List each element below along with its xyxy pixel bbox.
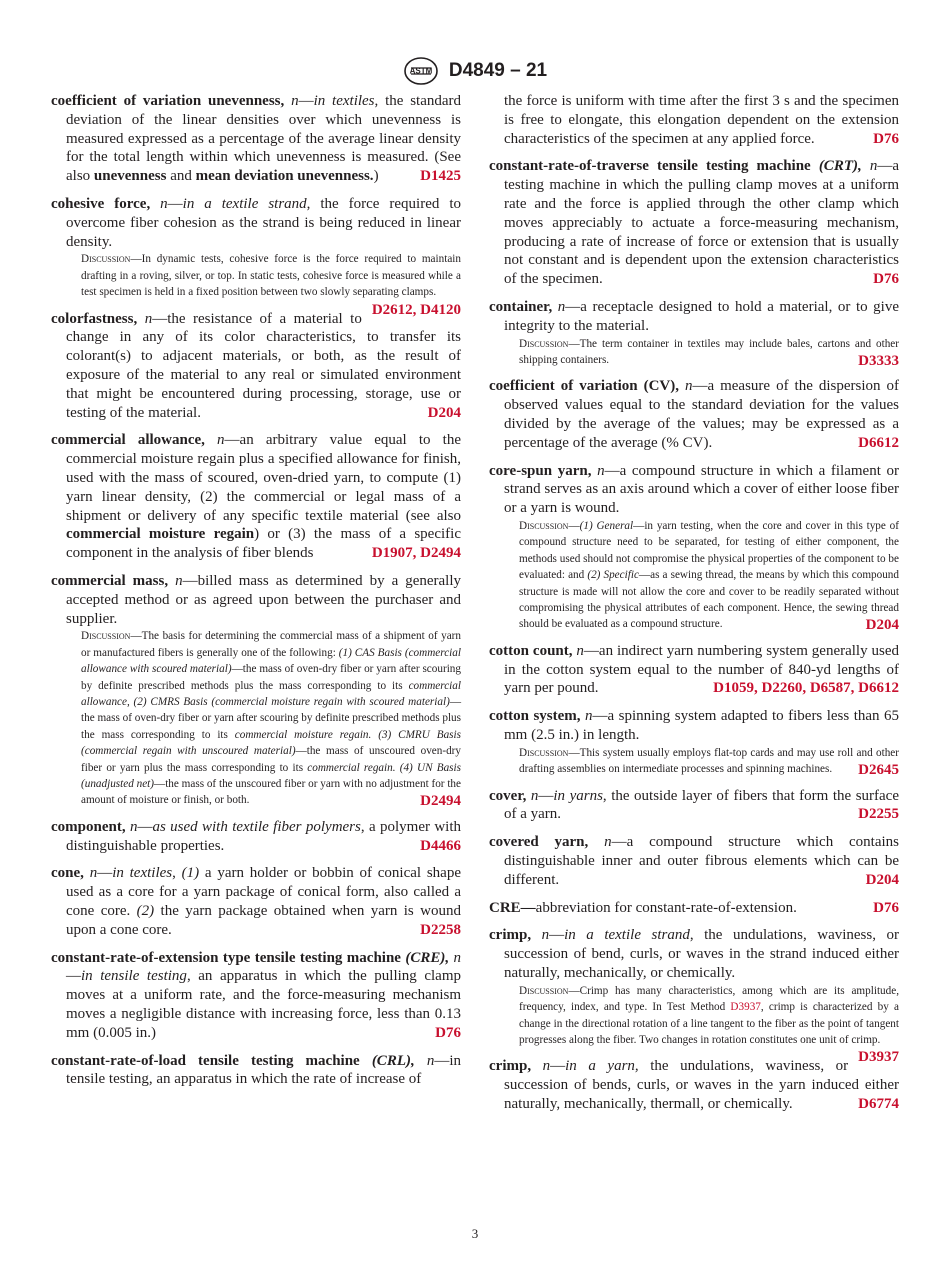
reference-links[interactable]: D76 <box>873 130 899 147</box>
discussion: Discussion—In dynamic tests, cohesive force is the force required to maintain drafting in a roving, silver, or top. In static tests, cohesive force is measured while a test specimen is held in a fixed position between two slowly separating clamps. D2612, D4120 <box>81 253 461 318</box>
reference-links[interactable]: D1907, D2494 <box>371 545 461 562</box>
discussion: Discussion—The basis for determining the commercial mass of a shipment of yarn or manufactured fibers is generally one of the following: (1) CAS Basis (commercial allowance with scoured material)—the mass of oven-dry fiber or yarn after scouring by definite prescribed methods plus the mass corresponding to its commercial allowance, (2) CMRS Basis (commercial moisture regain with scoured material)—the mass of oven-dry fiber or yarn after scouring by definite prescribed methods plus the mass corresponding to its commercial moisture regain. (3) CMRU Basis (commercial regain with unscoured material)—the mass of unscoured oven-dry fiber or yarn plus the mass corresponding to its commercial regain. (4) UN Basis (unadjusted net)—the mass of the unscoured fiber or yarn with no adjustment for the amount of moisture or finish, or both. D2494 <box>81 630 462 810</box>
reference-links[interactable]: D204 <box>427 404 461 421</box>
page-header <box>0 56 950 86</box>
astm-logo-icon <box>403 56 439 86</box>
entry-cotton-count: cotton count, n—an indirect yarn numbering system generally used in the cotton system equal to the number of 840-yd lengths of yarn per pound. D1059, D2260, D6587, D6612 <box>489 642 900 697</box>
entry-commercial-mass: commercial mass, n—billed mass as determined by a generally accepted method or as agreed upon between the purchaser and supplier. Discussion—The basis for determining the commercial mass of a shipment of yarn or manufactured fibers is generally one of the following: (1) CAS Basis (commercial allowance with scoured material)—the mass of oven-dry fiber or yarn after scouring by definite prescribed methods plus the mass corresponding to its commercial allowance, (2) CMRS Basis (commercial moisture regain with scoured material)—the mass of oven-dry fiber or yarn after scouring by definite prescribed methods plus the mass corresponding to its commercial moisture regain. (3) CMRU Basis (commercial regain with unscoured material)—the mass of unscoured oven-dry fiber or yarn plus the mass corresponding to its commercial regain. (4) UN Basis (unadjusted net)—the mass of the unscoured fiber or yarn with no adjustment for the amount of moisture or finish, or both. D2494 <box>51 572 462 810</box>
reference-links[interactable]: D2255 <box>858 806 899 823</box>
reference-links[interactable]: D3333 <box>858 352 899 369</box>
reference-links[interactable]: D2645 <box>858 762 899 779</box>
inline-reference-link[interactable]: D3937 <box>730 1001 761 1014</box>
reference-links[interactable]: D3937 <box>858 1049 899 1066</box>
entry-crl-machine: constant-rate-of-load tensile testing machine (CRL), n—in tensile testing, an apparatus in which the rate of increase of <box>51 1052 461 1088</box>
discussion: Discussion—The term container in textiles may include bales, cartons and other shipping containers. D3333 <box>519 337 899 369</box>
reference-links[interactable]: D6612 <box>858 434 899 451</box>
entry-crimp-strand: crimp, n—in a textile strand, the undulations, waviness, or succession of bend, curls, or waves in the strand induced either naturally, mechanically, or chemically. Discussion—Crimp has many characteristics, among which are its amplitude, frequency, index, and type. In Test Method D3937, crimp is characterized by a change in the directional rotation of a line tangent to the fiber as the point of tangent progresses along the fiber. Two changes in rotation constitutes one unit of crimp. D3937 <box>489 927 900 1066</box>
reference-links[interactable]: D204 <box>865 617 899 634</box>
discussion: Discussion—Crimp has many characteristics, among which are its amplitude, frequency, index, and type. In Test Method D3937, crimp is characterized by a change in the directional rotation of a line tangent to the fiber as the point of tangent progresses along the fiber. Two changes in rotation constitutes one unit of crimp. D3937 <box>519 984 899 1066</box>
reference-links[interactable]: D76 <box>873 899 899 916</box>
entry-cover: cover, n—in yarns, the outside layer of fibers that form the surface of a yarn. D2255 <box>489 787 899 823</box>
entry-core-spun-yarn: core-spun yarn, n—a compound structure in which a filament or strand serves as an axis around which a cover of either loose fiber or a yarn is wound. Discussion—(1) General—in yarn testing, when the core and cover in this type of compound structure need to be separated, for testing of either component, the methods used should not compromise the physical properties of the component to be evaluated: and (2) Specific—as a sewing thread, the means by which this compound structure is made will not allow the core and cover to be readily separated without compromising the physical attributes of each component. Hence, the sewing thread should be evaluated as a compound structure. D204 <box>489 462 899 634</box>
reference-links[interactable]: D4466 <box>420 837 461 854</box>
entry-cre: CRE—abbreviation for constant-rate-of-extension. D76 <box>489 899 899 916</box>
document-id: D4849 – 21 <box>448 60 548 81</box>
entry-container: container, n—a receptacle designed to hold a material, or to give integrity to the material. Discussion—The term container in textiles may include bales, cartons and other shipping containers. D3333 <box>489 298 900 369</box>
reference-links[interactable]: D1425 <box>420 168 461 185</box>
page-number: 3 <box>471 1226 479 1241</box>
entry-cov-unevenness: coefficient of variation unevenness, n—in textiles, the standard deviation of the linear densities over which unevenness is measured expressed as a percentage of the average linear density for the total length within which unevenness is measured. (See also unevenness and mean deviation unevenness.) D1425 <box>51 93 462 185</box>
entry-colorfastness: colorfastness, n—the resistance of a material to change in any of its color characteristics, to transfer its colorant(s) to adjacent materials, or both, as the result of exposure of the material to any real or simulated environment that might be encountered during processing, storage, use or testing of the material. D204 <box>51 310 461 421</box>
entry-crt-machine: constant-rate-of-traverse tensile testing machine (CRT), n—a testing machine in which the pulling clamp moves at a uniform rate and the force is applied through the other clamp which moves appreciably to actuate a force-measuring mechanism, producing a rate of increase of force or extension that is usually not constant and is dependent upon the extension characteristics of the specimen. D76 <box>489 158 900 288</box>
reference-links[interactable]: D2258 <box>420 921 461 938</box>
reference-links[interactable]: D2612, D4120 <box>371 301 461 318</box>
discussion: Discussion—(1) General—in yarn testing, when the core and cover in this type of compound structure need to be separated, for testing of either component, the methods used should not compromise the physical properties of the component to be evaluated: and (2) Specific—as a sewing thread, the means by which this compound structure is made will not allow the core and cover to be readily separated without compromising the physical attributes of each component. Hence, the sewing thread should be evaluated as a compound structure. D204 <box>519 519 899 634</box>
entry-cov: coefficient of variation (CV), n—a measure of the dispersion of observed values equal to the standard deviation for the values divided by the average of the values; may be expressed as a percentage of the average (% CV). D6612 <box>489 378 899 451</box>
reference-links[interactable]: D204 <box>865 871 899 888</box>
reference-links[interactable]: D76 <box>873 271 899 288</box>
reference-links[interactable]: D1059, D2260, D6587, D6612 <box>713 680 899 697</box>
reference-links[interactable]: D2494 <box>420 793 461 810</box>
svg-text:ASTM: ASTM <box>409 66 433 76</box>
entry-crimp-yarn: crimp, n—in a yarn, the undulations, waviness, or succession of bends, curls, or waves in the yarn induced either naturally, mechanically, thermall, or chemically. D6774 <box>489 1058 899 1112</box>
entry-commercial-allowance: commercial allowance, n—an arbitrary value equal to the commercial moisture regain plus a specified allowance for finish, used with the mass of scoured, oven-dried yarn, to compute (1) yarn linear density, (2) the commercial or legal mass of a shipment or delivery of any specific textile material (see also commercial moisture regain) or (3) the mass of a specific component in the analysis of fiber blends D1907, D2494 <box>51 432 461 562</box>
entry-component: component, n—as used with textile fiber polymers, a polymer with distinguishable properties. D4466 <box>51 818 462 854</box>
entry-cre-machine: constant-rate-of-extension type tensile testing machine (CRE), n—in tensile testing, an apparatus in which the pulling clamp moves at a uniform rate, and the force-measuring mechanism moves a negligible distance with increasing force, less than 0.13 mm (0.005 in.) D76 <box>51 949 462 1041</box>
entry-cotton-system: cotton system, n—a spinning system adapted to fibers less than 65 mm (2.5 in.) in length. Discussion—This system usually employs flat-top cards and may use roll and other drafting assemblies on intermediate processes and spinning machines. D2645 <box>489 708 899 779</box>
discussion: Discussion—This system usually employs flat-top cards and may use roll and other drafting assemblies on intermediate processes and spinning machines. D2645 <box>519 746 899 779</box>
right-column <box>489 92 899 1123</box>
entry-crl-continued: the force is uniform with time after the first 3 s and the specimen is free to elongate, this elongation dependent on the extension characteristics of the specimen at any applied force. D76 <box>504 93 899 147</box>
reference-links[interactable]: D76 <box>435 1024 461 1041</box>
left-column <box>51 92 461 1098</box>
entry-cone: cone, n—in textiles, (1) a yarn holder or bobbin of conical shape used as a core for a yarn package of conical form, also called a cone core. (2) the yarn package obtained when yarn is wound upon a cone core. D2258 <box>51 865 461 938</box>
entry-cohesive-force: cohesive force, n—in a textile strand, the force required to overcome fiber cohesion as the strand is being reduced in linear density. Discussion—In dynamic tests, cohesive force is the force required to maintain drafting in a roving, silver, or top. In static tests, cohesive force is measured while a test specimen is held in a fixed position between two slowly separating clamps. D2612, D4120 <box>51 195 461 318</box>
entry-covered-yarn: covered yarn, n—a compound structure which contains distinguishable inner and outer fibrous elements which can be different. D204 <box>489 834 900 888</box>
reference-links[interactable]: D6774 <box>858 1095 899 1112</box>
